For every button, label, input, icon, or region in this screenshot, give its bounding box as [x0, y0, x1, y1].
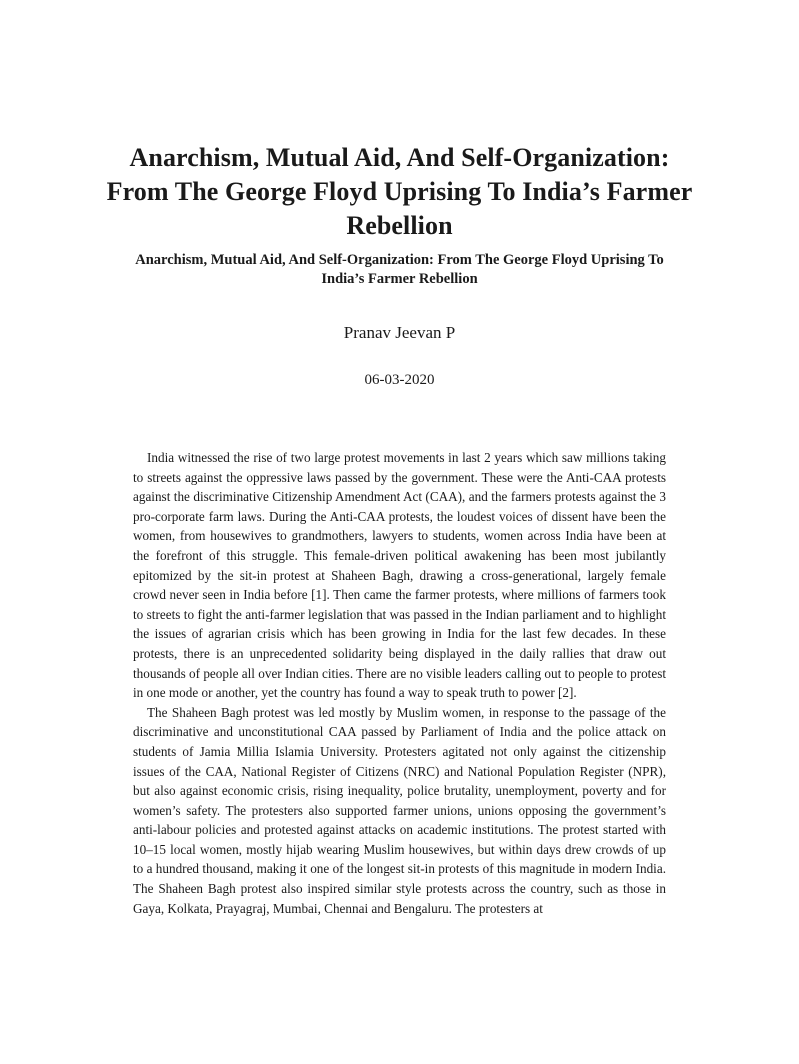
- body-paragraph: The Shaheen Bagh protest was led mostly by Muslim women, in response to the passage of the discriminative and unconstitutional CAA passed by Parliament of India and the police attack on students of Jamia Millia Islamia University. Protesters agitated not only against the citizenship issues of the CAA, National Register of Citizens (NRC) and National Population Register (NPR), but also against economic crisis, rising inequality, police brutality, unemployment, poverty and for women’s safety. The protesters also supported farmer unions, unions opposing the government’s anti-labour policies and protested against attacks on academic institutions. The protest started with 10–15 local women, mostly hijab wearing Muslim housewives, but within days drew crowds of up to a hundred thousand, making it one of the longest sit-in protests of this magnitude in modern India. The Shaheen Bagh protest also inspired similar style protests across the country, such as those in Gaya, Kolkata, Prayagraj, Mumbai, Chennai and Bengaluru. The protesters at: [133, 704, 666, 916]
- document-title: Anarchism, Mutual Aid, And Self-Organization: From The George Floyd Uprising To India’s Farmer Rebellion: [106, 143, 693, 240]
- body-text: [133, 448, 666, 918]
- document-subtitle: Anarchism, Mutual Aid, And Self-Organization: From The George Floyd Uprising To India’s Farmer Rebellion: [135, 252, 664, 287]
- body-paragraph: India witnessed the rise of two large protest movements in last 2 years which saw millions taking to streets against the oppressive laws passed by the government. These were the Anti-CAA protests against the discriminative Citizenship Amendment Act (CAA), and the farmers protests against the 3 pro-corporate farm laws. During the Anti-CAA protests, the loudest voices of dissent have been the women, from housewives to grandmothers, lawyers to students, women across India have been at the forefront of this struggle. This female-driven political awakening has been most jubilantly epitomized by the sit-in protest at Shaheen Bagh, drawing a cross-generational, largely female crowd never seen in India before [1]. Then came the farmer protests, where millions of farmers took to streets to fight the anti-farmer legislation that was passed in the Indian parliament and to highlight the issues of agrarian crisis which has been growing in India for the last few decades. In these protests, there is an unprecedented solidarity being displayed in the daily rallies that draw out thousands of people all over Indian cities. There are no visible leaders calling out to people to protest in one mode or another, yet the country has found a way to speak truth to power [2].: [133, 450, 666, 701]
- author-name: Pranav Jeevan P: [343, 323, 456, 342]
- publication-date: 06-03-2020: [364, 372, 435, 388]
